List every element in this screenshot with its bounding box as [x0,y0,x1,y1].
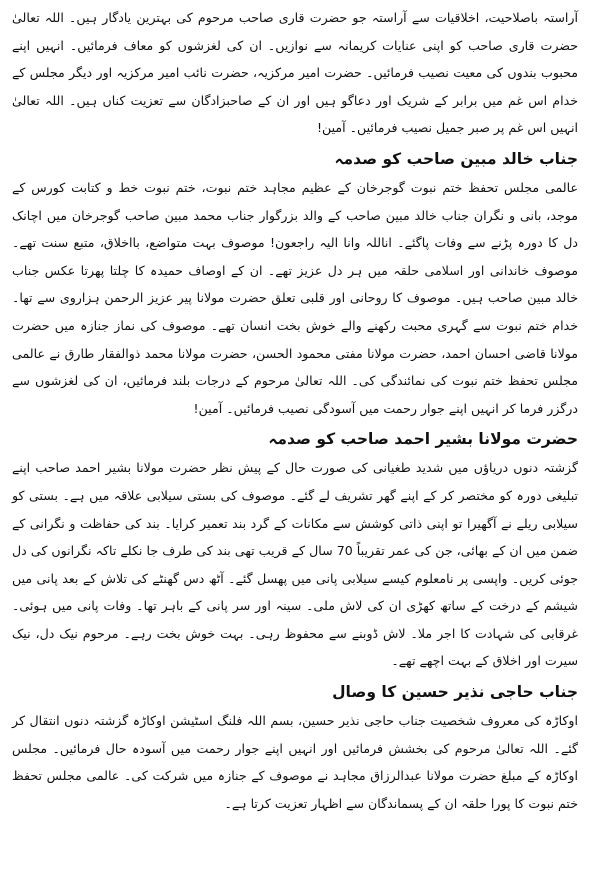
paragraph-bashir-ahmad: گزشتہ دنوں دریاؤں میں شدید طغیانی کی صورت حال کے پیش نظر حضرت مولانا بشیر احمد صاحب اپنے تبلیغی دورہ کو مختصر کر کے اپنے گھر تشریف لے گئے۔ موصوف کی بستی سیلابی علاقہ میں ہے۔ بستی کو سیلابی ریلے نے آگھیرا تو اپنی ذاتی کوشش سے مکانات کے گرد بند تعمیر کرایا۔ بند کی حفاظت و نگرانی کے ضمن میں ان کے بھائی، جن کی عمر تقریباً 70 سال کے قریب تھی بند کی طرف جا نکلے تاکہ نگرانوں کی دل جوئی کریں۔ واپسی پر نامعلوم کیسے سیلابی پانی میں پھسل گئے۔ آٹھ دس گھنٹے کی تلاش کے بعد پانی میں شیشم کے درخت کے ساتھ کھڑی ان کی لاش ملی۔ سینہ اور سر پانی کے باہر تھا۔ وفات پانی میں ہوئی۔ غرقابی کی شہادت کا اجر ملا۔ لاش ڈوبنے سے محفوظ رہی۔ بہت خوش بخت رہے۔ مرحوم نیک دل، نیک سیرت اور اخلاق کے بہت اچھے تھے۔ [12,460,578,669]
heading-haji-nazir-hussain: جناب حاجی نذیر حسین کا وصال [332,683,578,702]
intro-paragraph: آراستہ باصلاحیت، اخلاقیات سے آراستہ جو حضرت قاری صاحب مرحوم کی بہترین یادگار ہیں۔ اللہ تعالیٰ حضرت قاری صاحب کو اپنی عنایات کریمانہ سے نوازیں۔ ان کی لغزشوں کو معاف فرمائیں۔ انہیں اپنے محبوب بندوں کی معیت نصیب فرمائیں۔ حضرت امیر مرکزیہ، حضرت نائب امیر مرکزیہ اور دیگر مجلس کے خدام اس غم میں برابر کے شریک اور دعاگو ہیں اور ان کے صاحبزادگان سے تعزیت کناں ہیں۔ اللہ تعالیٰ انہیں اس غم پر صبر جمیل نصیب فرمائیں۔ آمین! [12,10,578,136]
heading-bashir-ahmad: حضرت مولانا بشیر احمد صاحب کو صدمہ [268,430,578,449]
paragraph-haji-nazir-hussain: اوکاڑہ کی معروف شخصیت جناب حاجی نذیر حسین، بسم اللہ فلنگ اسٹیشن اوکاڑہ گزشتہ دنوں انتقال کر گئے۔ اللہ تعالیٰ مرحوم کی بخشش فرمائیں اور انہیں اپنے جوار رحمت میں آسودہ حال فرمائیں۔ مجلس اوکاڑہ کے مبلغ حضرت مولانا عبدالرزاق مجاہد نے موصوف کے جنازہ میں شرکت کی۔ عالمی مجلس تحفظ ختم نبوت کا پورا حلقہ ان کے پسماندگان سے اظہار تعزیت کرتا ہے۔ [12,713,578,811]
paragraph-khalid-mubeen: عالمی مجلس تحفظ ختم نبوت گوجرخان کے عظیم مجاہد ختم نبوت، ختم نبوت خط و کتابت کورس کے موجد، بانی و نگران جناب خالد مبین صاحب کے والد بزرگوار جناب محمد مبین صاحب گوجرخان میں اچانک دل کا دورہ پڑنے سے وفات پاگئے۔ اناللہ وانا الیہ راجعون! موصوف بہت متواضع، بااخلاق، متبع سنت تھے۔ موصوف خاندانی اور اسلامی حلقہ میں ہر دل عزیز تھے۔ ان کے اوصاف حمیدہ کا چلتا پھرتا عکس جناب خالد مبین صاحب ہیں۔ موصوف کا روحانی اور قلبی تعلق حضرت مولانا پیر عزیز الرحمن ہزاروی سے تھا۔ خدام ختم نبوت سے گہری محبت رکھنے والے خوش بخت انسان تھے۔ موصوف کی نماز جنازہ میں حضرت مولانا قاضی احسان احمد، حضرت مولانا مفتی محمود الحسن، حضرت مولانا محمد ذوالفقار طارق نے عالمی مجلس تحفظ ختم نبوت کی نمائندگی کی۔ اللہ تعالیٰ مرحوم کے درجات بلند فرمائیں، ان کی لغزشوں سے درگزر فرما کر انہیں اپنے جوار رحمت میں آسودگی نصیب فرمائیں۔ آمین! [12,179,578,416]
heading-khalid-mubeen: جناب خالد مبین صاحب کو صدمہ [334,149,578,168]
